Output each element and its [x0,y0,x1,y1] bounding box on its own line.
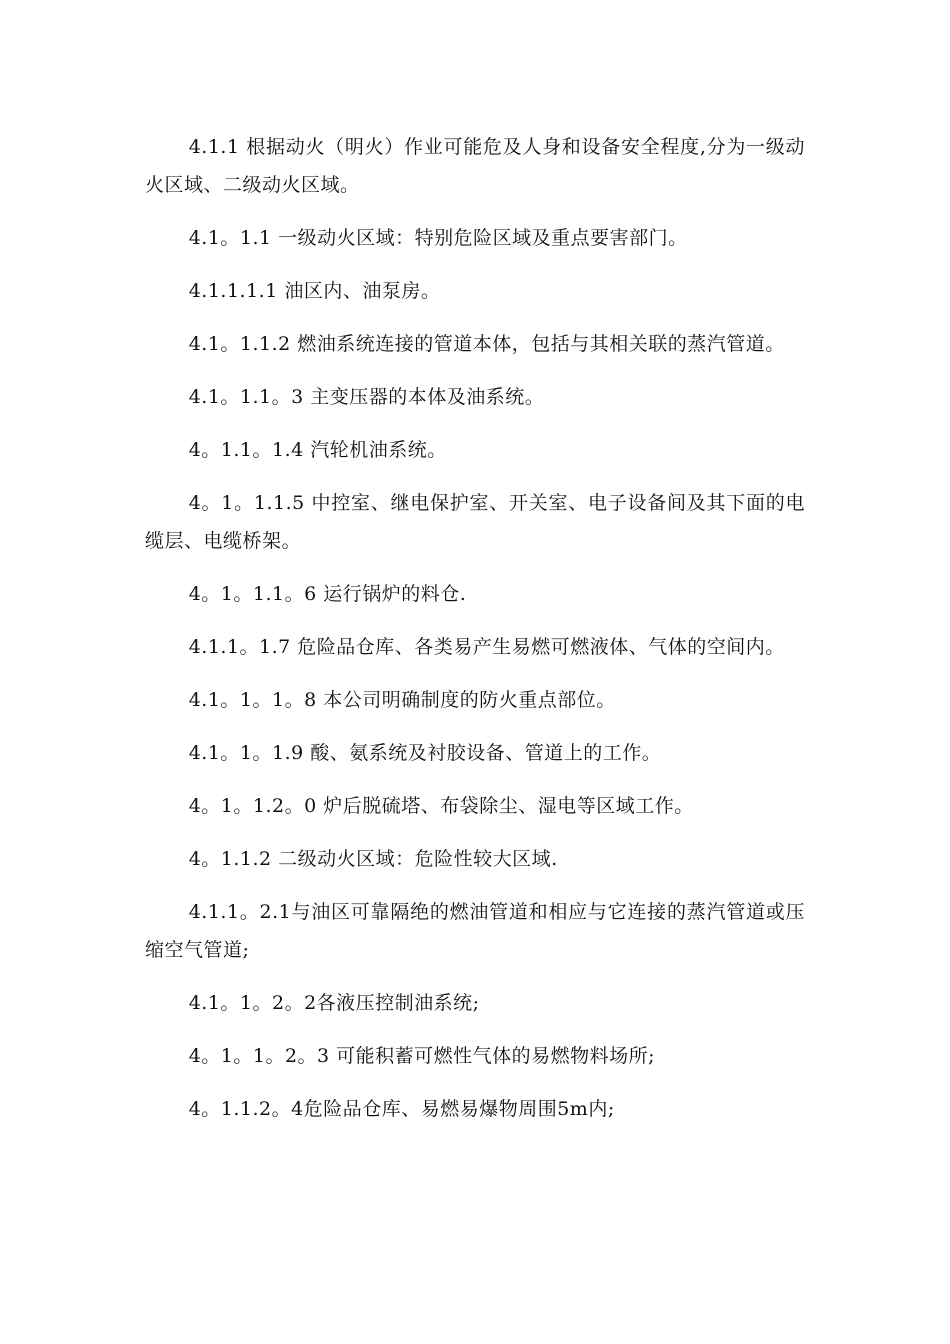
paragraph-main-transformer: 4.1。1.1。3 主变压器的本体及油系统。 [188,386,545,408]
paragraph-boiler-silo: 4。1。1.1。6 运行锅炉的料仓. [188,583,467,605]
paragraph-4-1-1: 4.1.1 根据动火（明火）作业可能危及人身和设备安全程度,分为一级动火区域、二级动火区域。 [145,136,805,196]
paragraph-fire-key-sites: 4.1。1。1。8 本公司明确制度的防火重点部位。 [188,689,616,711]
paragraph-level2-zone: 4。1.1.2 二级动火区域：危险性较大区域. [188,848,558,870]
paragraph-hydraulic-oil: 4.1。1。2。2各液压控制油系统; [188,992,480,1014]
paragraph-oil-area: 4.1.1.1.1 油区内、油泵房。 [188,280,441,302]
paragraph-hazmat-warehouse: 4.1.1。1.7 危险品仓库、各类易产生易燃可燃液体、气体的空间内。 [188,636,785,658]
paragraph-fuel-pipeline: 4.1。1.1.2 燃油系统连接的管道本体，包括与其相关联的蒸汽管道。 [188,333,785,355]
paragraph-warehouse-5m: 4。1.1.2。4危险品仓库、易燃易爆物周围5m内; [188,1098,615,1120]
paragraph-level1-zone: 4.1。1.1 一级动火区域：特别危险区域及重点要害部门。 [188,227,688,249]
paragraph-desulfurization: 4。1。1.2。0 炉后脱硫塔、布袋除尘、湿电等区域工作。 [188,795,694,817]
paragraph-isolated-pipeline: 4.1.1。2.1与油区可靠隔绝的燃油管道和相应与它连接的蒸汽管道或压缩空气管道; [145,901,805,961]
paragraph-combustible-gas: 4。1。1。2。3 可能积蓄可燃性气体的易燃物料场所; [188,1045,656,1067]
paragraph-turbine-oil: 4。1.1。1.4 汽轮机油系统。 [188,439,447,461]
document-page [145,128,805,1143]
paragraph-acid-ammonia: 4.1。1。1.9 酸、氨系统及衬胶设备、管道上的工作。 [188,742,662,764]
paragraph-control-room: 4。1。1.1.5 中控室、继电保护室、开关室、电子设备间及其下面的电缆层、电缆桥架。 [145,492,805,552]
